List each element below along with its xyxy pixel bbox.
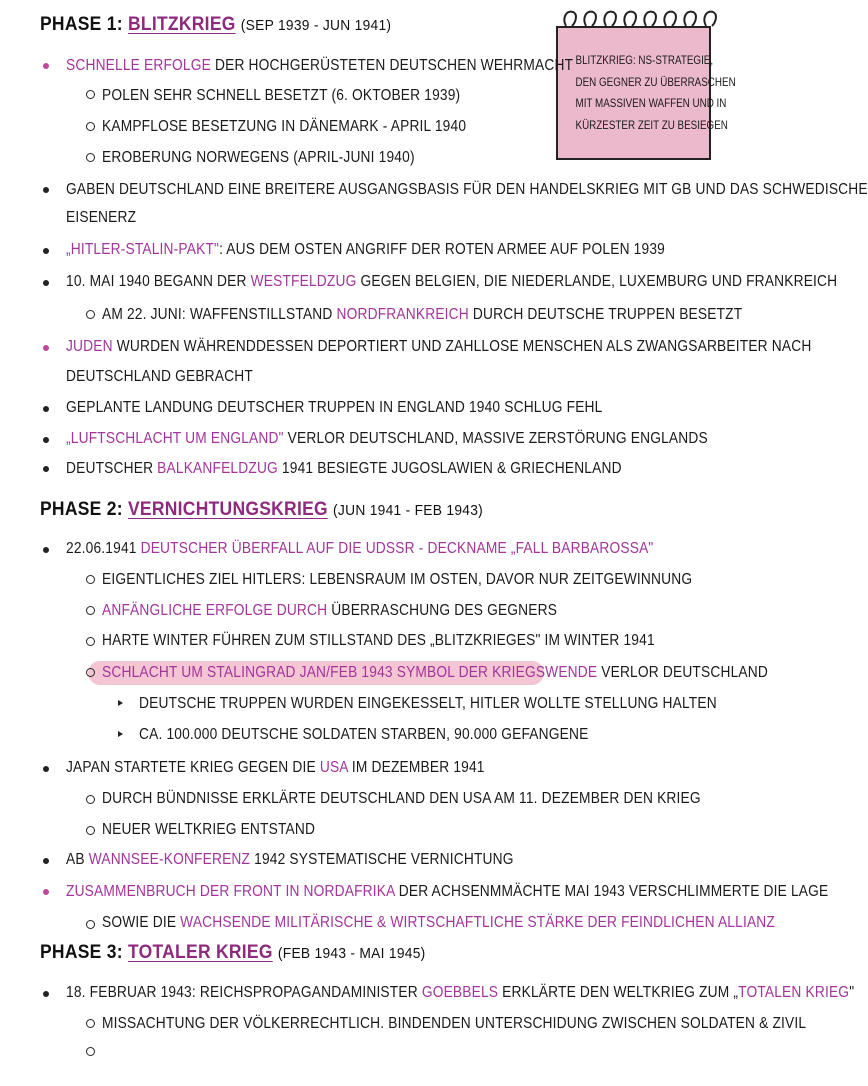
phase-dates: (SEP 1939 - JUN 1941) bbox=[240, 17, 392, 34]
list-item: HARTE WINTER FÜHREN ZUM STILLSTAND DES „BLITZKRIEGES" IM WINTER 1941 bbox=[102, 632, 655, 649]
phase-label: PHASE 1: bbox=[40, 14, 123, 35]
list-item: KAMPFLOSE BESETZUNG IN DÄNEMARK - APRIL 1940 bbox=[102, 118, 467, 135]
list-item: EIGENTLICHES ZIEL HITLERS: LEBENSRAUM IM OSTEN, DAVOR NUR ZEITGEWINNUNG bbox=[102, 571, 693, 588]
circle-bullet-icon bbox=[86, 668, 95, 677]
bullet-icon bbox=[43, 437, 49, 443]
circle-bullet-icon bbox=[86, 90, 95, 99]
list-item: NEUER WELTKRIEG ENTSTAND bbox=[102, 821, 316, 838]
list-item: AB WANNSEE-KONFERENZ 1942 SYSTEMATISCHE VERNICHTUNG bbox=[66, 851, 514, 868]
bullet-icon bbox=[43, 248, 49, 254]
list-item: EROBERUNG NORWEGENS (APRIL-JUNI 1940) bbox=[102, 149, 415, 166]
phase-label: PHASE 2: bbox=[40, 499, 123, 520]
note-line: BLITZKRIEG: NS-STRATEGIE, bbox=[575, 53, 714, 67]
bullet-icon bbox=[43, 280, 49, 286]
triangle-bullet-icon bbox=[118, 731, 123, 737]
list-item: ANFÄNGLICHE ERFOLGE DURCH ÜBERRASCHUNG DES GEGNERS bbox=[102, 602, 558, 619]
list-item: ZUSAMMENBRUCH DER FRONT IN NORDAFRIKA DER ACHSENMMÄCHTE MAI 1943 VERSCHLIMMERTE DIE LAGE bbox=[66, 883, 829, 900]
circle-bullet-icon bbox=[86, 826, 95, 835]
list-item: JAPAN STARTETE KRIEG GEGEN DIE USA IM DEZEMBER 1941 bbox=[66, 759, 485, 776]
note-line: KÜRZESTER ZEIT ZU BESIEGEN bbox=[575, 117, 728, 132]
list-item: JUDEN WURDEN WÄHRENDDESSEN DEPORTIERT UND ZAHLLOSE MENSCHEN ALS ZWANGSARBEITER NACH bbox=[66, 338, 812, 355]
list-item: 10. MAI 1940 BEGANN DER WESTFELDZUG GEGEN BELGIEN, DIE NIEDERLANDE, LUXEMBURG UND FRANKREICH bbox=[66, 273, 838, 290]
phase-name: BLITZKRIEG bbox=[127, 14, 236, 35]
circle-bullet-icon bbox=[86, 1047, 95, 1056]
list-item: DURCH BÜNDNISSE ERKLÄRTE DEUTSCHLAND DEN USA AM 11. DEZEMBER DEN KRIEG bbox=[102, 790, 701, 807]
list-item: DEUTSCHER BALKANFELDZUG 1941 BESIEGTE JUGOSLAWIEN & GRIECHENLAND bbox=[66, 460, 622, 477]
circle-bullet-icon bbox=[86, 606, 95, 615]
list-item: CA. 100.000 DEUTSCHE SOLDATEN STARBEN, 90.000 GEFANGENE bbox=[139, 726, 589, 743]
phase-label: PHASE 3: bbox=[40, 942, 123, 963]
bullet-icon bbox=[43, 889, 49, 895]
note-line: DEN GEGNER ZU ÜBERRASCHEN bbox=[575, 74, 736, 89]
bullet-icon bbox=[43, 766, 49, 772]
list-item: „HITLER-STALIN-PAKT": AUS DEM OSTEN ANGRIFF DER ROTEN ARMEE AUF POLEN 1939 bbox=[66, 241, 665, 258]
list-item: AM 22. JUNI: WAFFENSTILLSTAND NORDFRANKREICH DURCH DEUTSCHE TRUPPEN BESETZT bbox=[102, 306, 743, 323]
list-item: GABEN DEUTSCHLAND EINE BREITERE AUSGANGSBASIS FÜR DEN HANDELSKRIEG MIT GB UND DAS SCHWEDISCHE bbox=[66, 181, 868, 198]
triangle-bullet-icon bbox=[118, 700, 123, 706]
phase-dates: (JUN 1941 - FEB 1943) bbox=[333, 502, 484, 519]
circle-bullet-icon bbox=[86, 795, 95, 804]
circle-bullet-icon bbox=[86, 1019, 95, 1028]
bullet-icon bbox=[43, 466, 49, 472]
bullet-icon bbox=[43, 187, 49, 193]
phase-3-heading bbox=[40, 942, 426, 964]
circle-bullet-icon bbox=[86, 575, 95, 584]
circle-bullet-icon bbox=[86, 122, 95, 131]
list-item: 18. FEBRUAR 1943: REICHSPROPAGANDAMINISTER GOEBBELS ERKLÄRTE DEN WELTKRIEG ZUM „TOTALEN KRIEG" bbox=[66, 984, 855, 1001]
bullet-icon bbox=[43, 345, 49, 351]
bullet-icon bbox=[43, 547, 49, 553]
bullet-icon bbox=[43, 406, 49, 412]
list-item: SCHNELLE ERFOLGE DER HOCHGERÜSTETEN DEUTSCHEN WEHRMACHT bbox=[66, 57, 574, 74]
bullet-icon bbox=[43, 858, 49, 864]
circle-bullet-icon bbox=[86, 637, 95, 646]
list-item: SCHLACHT UM STALINGRAD JAN/FEB 1943 SYMBOL DER KRIEGSWENDE VERLOR DEUTSCHLAND bbox=[102, 664, 768, 681]
phase-2-heading bbox=[40, 499, 483, 521]
bullet-icon bbox=[43, 991, 49, 997]
list-item: DEUTSCHLAND GEBRACHT bbox=[66, 368, 253, 385]
list-item: „LUFTSCHLACHT UM ENGLAND" VERLOR DEUTSCHLAND, MASSIVE ZERSTÖRUNG ENGLANDS bbox=[66, 430, 708, 447]
list-item: 22.06.1941 DEUTSCHER ÜBERFALL AUF DIE UDSSR - DECKNAME „FALL BARBAROSSA" bbox=[66, 540, 654, 557]
list-item: POLEN SEHR SCHNELL BESETZT (6. OKTOBER 1939) bbox=[102, 87, 461, 104]
bullet-icon bbox=[43, 63, 49, 69]
list-item: SOWIE DIE WACHSENDE MILITÄRISCHE & WIRTSCHAFTLICHE STÄRKE DER FEINDLICHEN ALLIANZ bbox=[102, 914, 775, 931]
sticky-note-text bbox=[562, 50, 736, 136]
spiral-rings-icon bbox=[560, 4, 720, 34]
phase-1-heading bbox=[40, 14, 391, 36]
phase-name: VERNICHTUNGSKRIEG bbox=[127, 499, 328, 520]
note-line: MIT MASSIVEN WAFFEN UND IN bbox=[575, 96, 727, 110]
list-item: MISSACHTUNG DER VÖLKERRECHTLICH. BINDENDEN UNTERSCHIDUNG ZWISCHEN SOLDATEN & ZIVIL bbox=[102, 1015, 807, 1032]
list-item: DEUTSCHE TRUPPEN WURDEN EINGEKESSELT, HITLER WOLLTE STELLUNG HALTEN bbox=[139, 695, 717, 712]
list-item: GEPLANTE LANDUNG DEUTSCHER TRUPPEN IN ENGLAND 1940 SCHLUG FEHL bbox=[66, 399, 603, 416]
circle-bullet-icon bbox=[86, 153, 95, 162]
phase-name: TOTALER KRIEG bbox=[127, 942, 273, 963]
list-item: EISENERZ bbox=[66, 209, 137, 226]
circle-bullet-icon bbox=[86, 310, 95, 319]
phase-dates: (FEB 1943 - MAI 1945) bbox=[277, 945, 426, 962]
circle-bullet-icon bbox=[86, 920, 95, 929]
